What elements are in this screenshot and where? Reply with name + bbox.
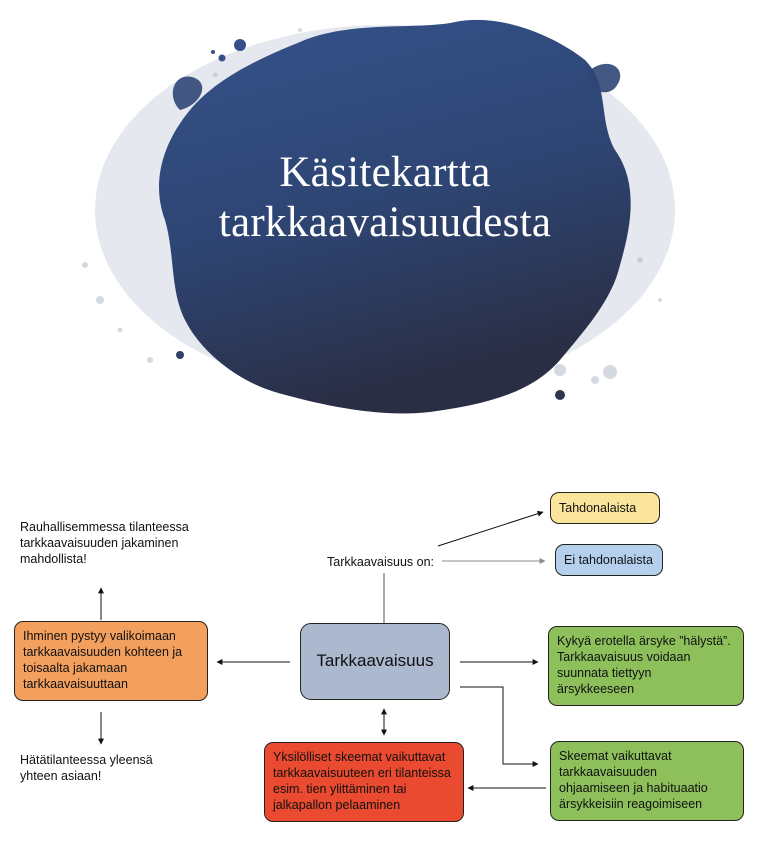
box-involuntary: Ei tahdonalaista (555, 544, 663, 576)
arrow-to-schemas (460, 687, 538, 764)
box-individual: Yksilölliset skeemat vaikuttavat tarkkaavaisuuteen eri tilanteissa esim. tien ylittäminen tai jalkapallon pelaaminen (264, 742, 464, 822)
box-center: Tarkkaavaisuus (300, 623, 450, 700)
box-selective: Ihminen pystyy valikoimaan tarkkaavaisuuden kohteen ja toisaalta jakamaan tarkkaavaisuuttaan (14, 621, 208, 701)
box-voluntary: Tahdonalaista (550, 492, 660, 524)
note-calm: Rauhallisemmessa tilanteessa tarkkaavaisuuden jakaminen mahdollista! (20, 520, 189, 566)
box-schemas: Skeemat vaikuttavat tarkkaavaisuuden ohjaamiseen ja habituaatio ärsykkeisiin reagoimiseen (550, 741, 744, 821)
slide-title-line-1: Käsitekartta (279, 149, 491, 196)
map-subtitle: Tarkkaavaisuus on: (327, 555, 435, 569)
title-slide (0, 0, 768, 430)
concept-map (0, 430, 768, 866)
slide-title-line-2: tarkkaavaisuudesta (218, 199, 552, 246)
slide-title (160, 148, 610, 248)
arrow-to-voluntary (438, 512, 543, 546)
box-alarm: Kykyä erotella ärsyke ”hälystä”. Tarkkaavaisuus voidaan suunnata tiettyyn ärsykkeeseen (548, 626, 744, 706)
note-emergency: Hätätilanteessa yleensä yhteen asiaan! (20, 753, 153, 783)
